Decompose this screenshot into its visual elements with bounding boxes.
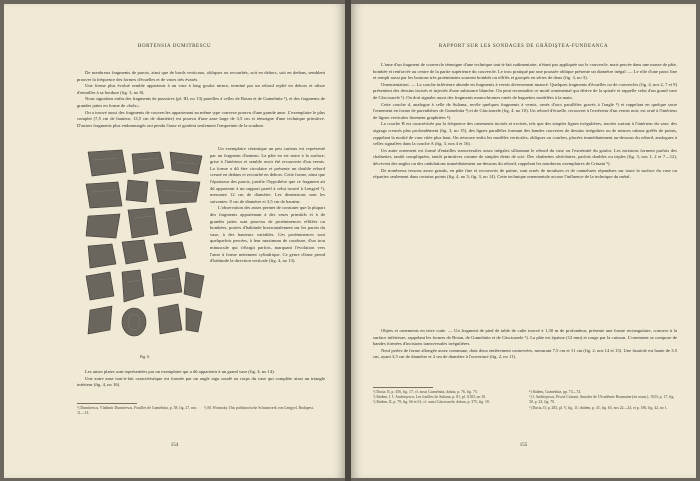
pottery-figure [82,146,208,364]
left-text-column [210,146,325,265]
left-page [4,4,345,478]
right-text-main [373,62,677,181]
paragraph: On a trouvé aussi des fragments de couvercles appartenant au même type convexe pourvu d'une grande anse. L'exemplaire le plus complet (7,5 cm de hauteur, 13,5 cm de diamètre) est pourvu d'une anse large de 3,5 cm et témoigne d'une technique primitive. D'autres fragments plus endommagés ont pendu l'anse et gardent seulement l'empreinte de la soudure. [77,109,325,128]
footnote: ²) Ibidem, I. I. Andrieşescu, Les fouilles de Sultana, p. 81, pl. XXII, no 10. [373,395,487,400]
paragraph: Les anses plates sont représentées par un exemplaire qui a dû appartenir à un grand vase (fig. 4, no 14). [85,369,275,374]
paragraph: Objets et ornements en terre cuite. — Un fragment de pied de table de culte trouvé à 1,30 m de profondeur, présente une forme rectangulaire, concave à la surface inférieure, rappelant les formes de Botan, de Gumelnita et de Căscioarele ⁶). La pâte est épaisse (12 mm) et rouge par la cuisson. L'ornement se compose de bandes formées d'incisions transversales irrégulières. [373,328,677,347]
left-text-top [77,70,325,129]
paragraph: Cette couche d, analogue à celle de Sultana, recèle quelques fragments à vernis, ornés d'arcs parallèles gravés à l'ongle ²) et rappelant en quelque sorte l'ornement en forme de parenthèses de Gumelnita ³) et de Căscioarele (fig. 4, no 10). Un rebord d'écuelle, recouvert à l'extérieur d'un vernis noir, est orné à l'intérieur de lignes verticales finement graphitées ⁴). [373,101,677,120]
paragraph: Une forme plus évolué semble appartenir à un vase à long goulot mince, terminé par un rebord replié en dehors et ulisse d'entailles à sa bordure (fig. 3, no 8). [77,83,325,95]
footnote: ⁶) Dacia, II, p. 283, pl. V, fig. 11; ibidem, p. 41, fig. 63, nos 22—24, et p. 180, fig. 42, no 1. [529,405,668,410]
paragraph: Un exemplaire céramique un peu curieux est représenté par un fragment d'anneau. La pâte en est noire à la surface, grise à l'intérieur et semble avoir été recouverte d'un vernis. La forme a dû être circulaire et présente un double rebord creusé en dedans et recourbé en dehors. Cette forme, ainsi que l'épaisseur des parois, justifie l'hypothèse que ce fragment ait dû appartenir à un support pareil à celui trouvé à Lengyel ²), mesurant 12 cm de diamètre. Les dimensions sont les suivantes: 8 cm de diamètre et 3,5 cm de hauteur. [210,146,325,204]
left-page-number: 154 [170,443,179,448]
paragraph: L'anse d'un fragment de couvercle témoigne d'une technique tout-à-fait rudimentaire, n'étant pas appliquée sur le couvercle, mais percée dans une masse de pâte, bombée et renforcée au centre de la partie supérieure du couvercle. Le trou pratiqué par une poussée oblique présente un diamètre inégal. — Le rôle d'une paroi fine et rempli aussi par les boutons très proéminents souvent bombés ou effilés et groupés en séries de deux (fig. 3, no 3). [373,62,677,81]
paragraph: Nous signalons enfin des fragments de passoires (pl. III, no 13) pareilles à celles de Botan et de Gumelnita ¹), et des fragments de grandes jattes en forme de «bols». [77,96,325,108]
paragraph: Neuf perles de forme allongée assez commune, dont deux entièrement conservées, mesurant 7,5 cm et 11 cm (fig. 2, nos 14 et 15). Une fusaïole est haute de 3,5 cm, ayant 3,5 cm de diamètre et 2 cm de diamètre à l'ouverture (fig. 2, no 11). [373,347,677,360]
paragraph: De nombreux fragments de parois, ainsi que de bords verticaux, obliques ou recourbés, soit en dehors, soit en dedans, semblent prouver la fréquence des formes d'écuelles et de vases très évasés. [77,70,325,82]
paragraph: Ornementation. — La couche inférieure abonde en fragments à vernis diversement nuancé. Quelques fragments d'écuelles ou de couvercles (fig. 4, nos 2, 7 et 9) présentent des dessins incisés et injectés d'une substance blanche. On peut reconnaître ce motif ornemental qui dérive de la spirale et rappelle celui d'un grand vase de Căscioarele ¹). On doit signaler aussi des fragments monochromes ornés de baguettes modelées à la main. [373,81,677,100]
footnote: ⁵) I. Andrieşescu, Piscul Crăsani, Annales de l'Académie Roumaine (en roum.), 1923, p. 17, fig. 30, p. 23, fig. 70. [529,395,675,405]
paragraph: La couche B est caractérisée par la fréquence des ornements incisés et excisés, tels que des simples lignes irrégulières, tracées surtout à l'intérieur du vase, des zigzags creusés plus profondément (fig. 3, no 15), des lignes parallèles formant des bandes couvertes de dessins irréguliers ou de minces rubans gréfés de points, rappelant la moitié de vase citée plus haut. On retrouve enfin les modèles verticales, obliques ou courbes, placées immédiatement au-dessous du rebord, analogues à celles signalées dans la couche A (fig. 3, nos 4 et 16). [373,121,677,147]
footnote: ⁴) Ibidem, Gumelnita, pp. 73—74. [529,390,582,394]
left-footnote: ²) M. Wosinsky, Das prähistorische Schanzwerk von Lengyel, Budapest. [204,406,314,410]
right-page [351,4,696,478]
right-text-objects [373,328,677,361]
right-footnotes-left [373,390,521,406]
footnote-rule [373,387,433,388]
left-footnote: ¹) Dumitrescu, Vladimir Dumitrescu, Fouilles de Gumelnita, p. 58, fig. 27, nos 11—13. [77,406,197,416]
footnote: ¹) Dacia, II, p. 456, fig. 17; cf. aussi Gumelnita, dahon, p. 76, fig. 73. [373,390,478,394]
left-running-head: HORTENSIA DUMITRESCU [137,44,212,49]
footnote-rule [77,403,137,404]
left-text-bottom [77,369,325,389]
right-page-number: 155 [519,443,528,448]
pottery-fragments-illustration [82,146,208,350]
right-footnotes-right [529,390,677,411]
paragraph: L'observation des anses permet de constater que la plupart des fragments appartenant à des vases primitifs et à de grandes jattes sont pourvus de proéminences effilées ou bombées, posées d'habitude horizontalement sur les parois du vase, à des hauteurs variables. Ces proéminences sont quelquefois percées, à leur maximum de courbure, d'un trou minuscule qui s'élargit parfois, marquant l'évolution vers l'anse à forme nettement cylindrique. Ce genre d'anse prend d'habitude la direction verticale (fig. 4, no 13). [210,205,325,264]
paragraph: Une autre anse tout-à-fait caractéristique est formée par un angle aigu soudé au corps du vase qui complète ainsi un triangle intérieur (fig. 4, no 16). [77,375,325,388]
paragraph: De nombreux tessons assez grands, en pâte fine et recouverts de patine, sont ornés de moulures et de cannelures répandues sur toute la surface du vase ou réparties seulement dans certains points (fig. 4, no 3; fig. 3, no 14). Cette technique ornementale accuse l'influence de la technique du métal. [373,167,677,180]
footnote: ³) Ibidem, II, p. 79, fig. 60 et 61; cf. aussi Căscioarele, dahon, p. 375, fig. 18. [373,400,490,405]
right-running-head: RAPPORT SUR LES SONDAGES DE GRĂDIŞTEA-FUNDEANCA [438,44,609,49]
figure-caption: Fig. 6. [139,354,151,359]
paragraph: Un autre ornement est formé d'entailles transversales assez inégales sillonnant le rebord du vase ou l'extrémité du goulot. Les incisions forment parfois des chaînettes, tantôt compliquées, tantôt primitives comme de simples dents de scie. Des chaînettes alvéolaires, parfois doubles ou triples (fig. 3, nos 1, 2 et 7—12), décrivent des angles ou des ondulations immédiatement au-dessous du rebord, rappelant les nombreux exemplaires de Crăsani ⁵). [373,147,677,166]
